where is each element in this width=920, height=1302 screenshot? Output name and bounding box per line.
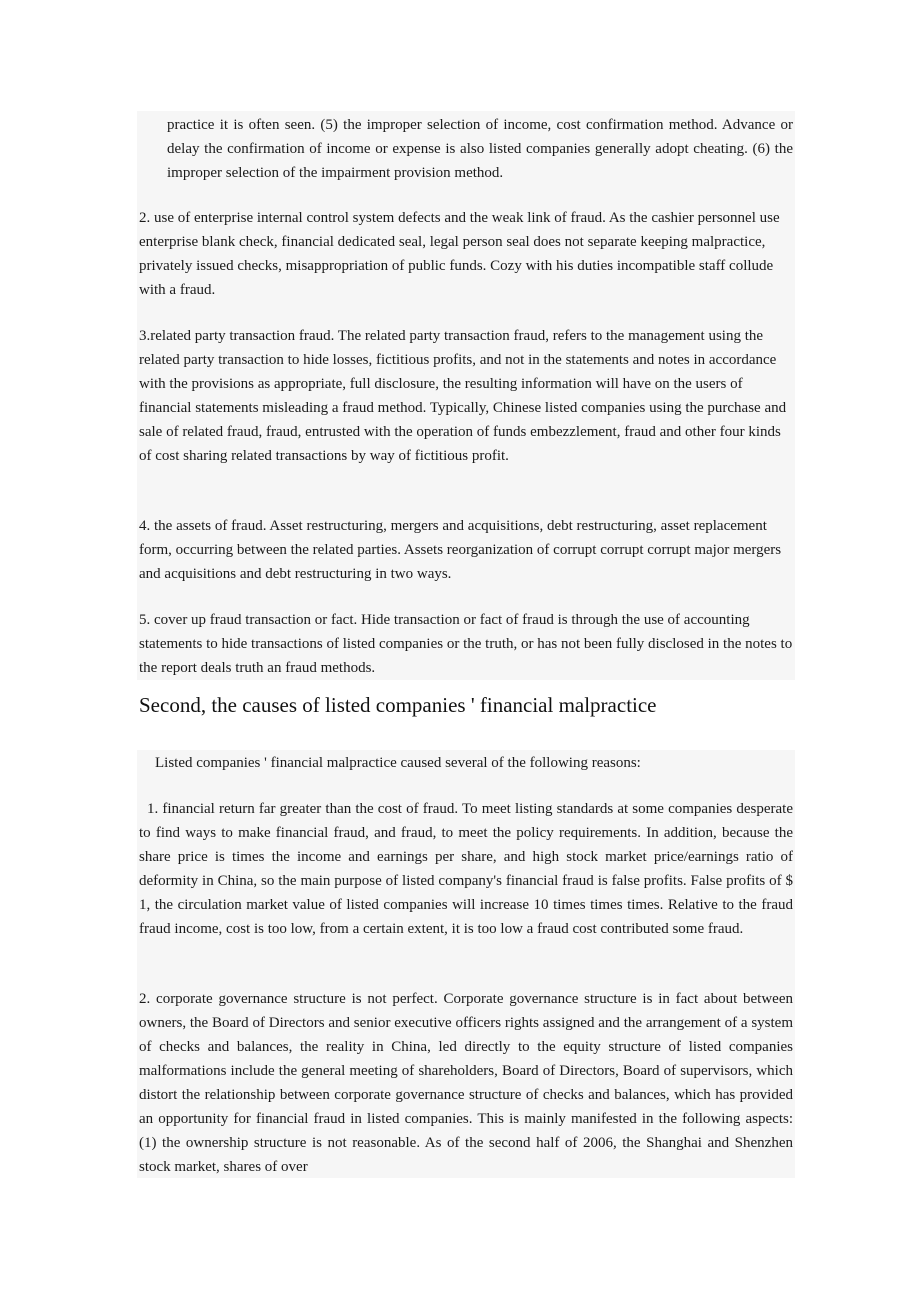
paragraph-related-party: 3.related party transaction fraud. The related party transaction fraud, refers to the management using the related party transaction to hide losses, fictitious profits, and not in the statements and notes in accordance with the provisions as appropriate, full disclosure, the resulting information will have on the users of financial statements misleading a fraud method. Typically, Chinese listed companies using the purchase and sale of related fraud, fraud, entrusted with the operation of funds embezzlement, fraud and other four kinds of cost sharing related transactions by way of fictitious profit.	[139, 328, 787, 464]
paragraph-continuation: practice it is often seen. (5) the improper selection of income, cost confirmation method. Advance or delay the confirmation of income or expense is also listed companies generally adopt cheating. (6) the improper selection of the impairment provision method.	[167, 117, 793, 181]
paragraph-financial-return: 1. financial return far greater than the cost of fraud. To meet listing standards at some companies desperate to find ways to make financial fraud, and fraud, to meet the policy requirements. In addition, because the share price is times the income and earnings per share, and high stock market price/earnings ratio of deformity in China, so the main purpose of listed company's financial fraud is false profits. False profits of $ 1, the circulation market value of listed companies will increase 10 times times times. Relative to the fraud fraud income, cost is too low, from a certain extent, it is too low a fraud cost contributed some fraud.	[139, 801, 793, 937]
paragraph-cover-up: 5. cover up fraud transaction or fact. Hide transaction or fact of fraud is through the use of accounting statements to hide transactions of listed companies or the truth, or has not been fully disclosed in the notes to the report deals truth an fraud methods.	[139, 612, 793, 676]
paragraph-governance: 2. corporate governance structure is not perfect. Corporate governance structure is in fact about between owners, the Board of Directors and senior executive officers rights assigned and the arrangement of a system of checks and balances, the reality in China, led directly to the equity structure of listed companies malformations include the general meeting of shareholders, Board of Directors, Board of supervisors, which distort the relationship between corporate governance structure of checks and balances, which has provided an opportunity for financial fraud in listed companies. This is mainly manifested in the following aspects: (1) the ownership structure is not reasonable. As of the second half of 2006, the Shanghai and Shenzhen stock market, shares of over	[139, 991, 793, 1175]
paragraph-assets-fraud: 4. the assets of fraud. Asset restructuring, mergers and acquisitions, debt restructuring, asset replacement form, occurring between the related parties. Assets reorganization of corrupt corrupt corrupt major mergers and acquisitions and debt restructuring in two ways.	[139, 518, 782, 582]
paragraph-reasons-intro: Listed companies ' financial malpractice caused several of the following reasons:	[155, 755, 641, 771]
paragraph-internal-control: 2. use of enterprise internal control system defects and the weak link of fraud. As the cashier personnel use enterprise blank check, financial dedicated seal, legal person seal does not separate keeping malpractice, privately issued checks, misappropriation of public funds. Cozy with his duties incompatible staff collude with a fraud.	[139, 210, 780, 298]
section-heading: Second, the causes of listed companies ' financial malpractice	[139, 693, 657, 717]
